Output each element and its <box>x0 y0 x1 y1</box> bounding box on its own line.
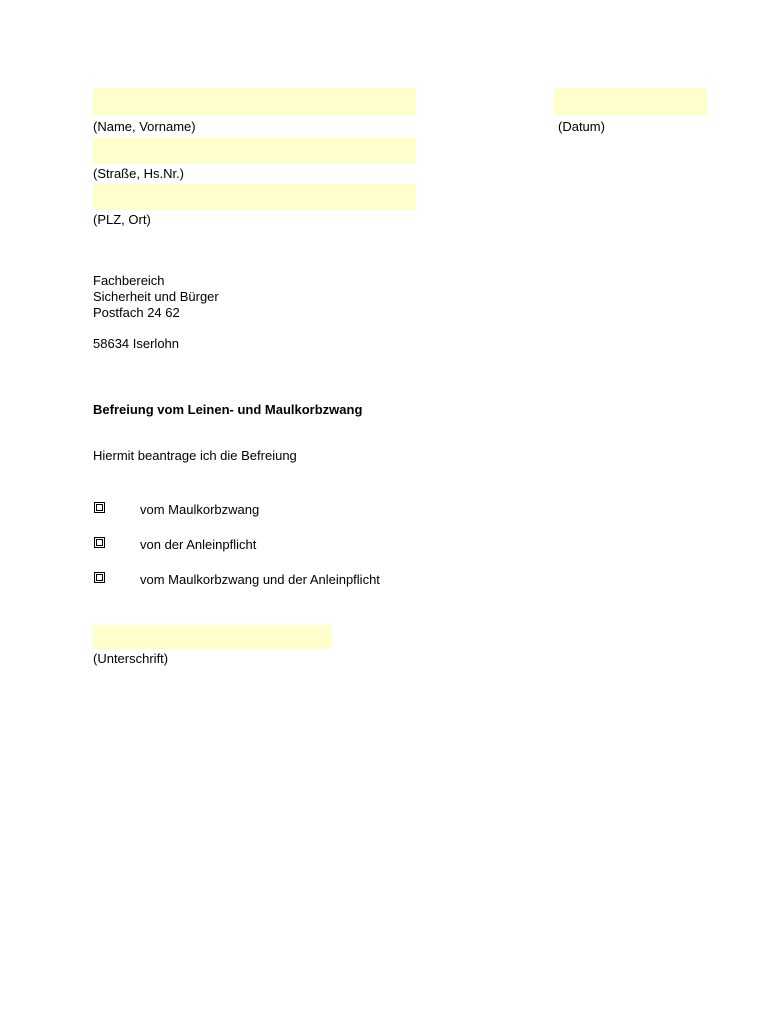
recipient-line-4: 58634 Iserlohn <box>93 336 180 351</box>
street-label: (Straße, Hs.Nr.) <box>93 166 185 181</box>
signature-field[interactable] <box>93 625 332 649</box>
intro-text: Hiermit beantrage ich die Befreiung <box>93 448 297 463</box>
date-label: (Datum) <box>558 119 605 134</box>
recipient-line-3: Postfach 24 62 <box>93 305 180 320</box>
option-muzzle-label: vom Maulkorbzwang <box>140 502 260 517</box>
recipient-line-1: Fachbereich <box>93 273 165 288</box>
recipient-line-2: Sicherheit und Bürger <box>93 289 219 304</box>
signature-label: (Unterschrift) <box>93 651 169 666</box>
street-field[interactable] <box>93 138 416 164</box>
date-field[interactable] <box>554 88 707 115</box>
option-leash-label: von der Anleinpflicht <box>140 537 257 552</box>
name-field[interactable] <box>93 88 416 115</box>
option-both-checkbox[interactable] <box>94 572 105 583</box>
option-both-label: vom Maulkorbzwang und der Anleinpflicht <box>140 572 380 587</box>
name-label: (Name, Vorname) <box>93 119 196 134</box>
subject-heading: Befreiung vom Leinen- und Maulkorbzwang <box>93 402 363 417</box>
option-leash-checkbox[interactable] <box>94 537 105 548</box>
city-field[interactable] <box>93 184 416 210</box>
option-muzzle-checkbox[interactable] <box>94 502 105 513</box>
city-label: (PLZ, Ort) <box>93 212 151 227</box>
